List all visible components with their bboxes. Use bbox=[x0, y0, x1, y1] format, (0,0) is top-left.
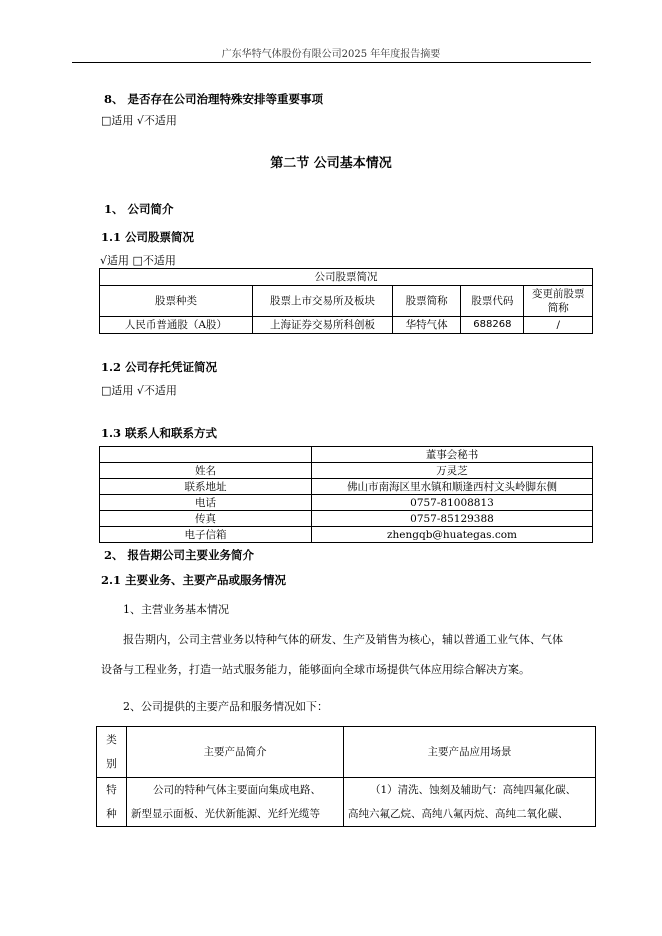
stock-table-caption: 公司股票简况 bbox=[100, 269, 593, 286]
stock-header-code: 股票代码 bbox=[461, 286, 524, 317]
contact-header: 董事会秘书 bbox=[312, 447, 593, 463]
product-scene-cell bbox=[344, 778, 596, 827]
stock-header-type: 股票种类 bbox=[100, 286, 253, 317]
contact-label: 电子信箱 bbox=[100, 527, 312, 543]
section-title: 第二节 公司基本情况 bbox=[270, 156, 392, 171]
product-header-type-line1: 类 bbox=[106, 734, 117, 746]
product-table bbox=[96, 726, 596, 827]
product-type-cell bbox=[97, 778, 127, 827]
stock-cell-type: 人民币普通股（A股） bbox=[100, 317, 253, 334]
sub2-title: 2、公司提供的主要产品和服务情况如下： bbox=[123, 700, 328, 713]
contact-value: 0757-81008813 bbox=[312, 495, 593, 511]
product-header-type bbox=[97, 727, 127, 778]
product-type-line2: 种 bbox=[106, 808, 117, 820]
stock-cell-code: 688268 bbox=[461, 317, 524, 334]
stock-header-short-name: 股票简称 bbox=[392, 286, 460, 317]
s11-options: √适用 □不适用 bbox=[100, 254, 176, 267]
contact-value: zhengqb@huategas.com bbox=[312, 527, 593, 543]
contact-table bbox=[99, 446, 593, 543]
s1-title: 1、 公司简介 bbox=[104, 202, 174, 216]
s11-title: 1.1 公司股票简况 bbox=[101, 230, 195, 244]
product-intro-line2: 新型显示面板、光伏新能源、光纤光缆等 bbox=[131, 808, 320, 820]
product-intro-line1: 公司的特种气体主要面向集成电路、 bbox=[153, 784, 321, 796]
s13-title: 1.3 联系人和联系方式 bbox=[101, 426, 218, 440]
s12-title: 1.2 公司存托凭证简况 bbox=[101, 360, 218, 374]
contact-label: 联系地址 bbox=[100, 479, 312, 495]
stock-cell-prev-name: / bbox=[524, 317, 593, 334]
stock-cell-short-name: 华特气体 bbox=[392, 317, 460, 334]
stock-header-exchange: 股票上市交易所及板块 bbox=[252, 286, 392, 317]
contact-header-blank bbox=[100, 447, 312, 463]
contact-value: 佛山市南海区里水镇和顺逢西村文头岭脚东侧 bbox=[312, 479, 593, 495]
contact-label: 传真 bbox=[100, 511, 312, 527]
item8-title: 8、 是否存在公司治理特殊安排等重要事项 bbox=[104, 92, 324, 106]
product-intro-cell bbox=[127, 778, 344, 827]
s2-title: 2、 报告期公司主要业务简介 bbox=[104, 548, 255, 562]
sub1-title: 1、主营业务基本情况 bbox=[123, 603, 229, 616]
contact-value: 0757-85129388 bbox=[312, 511, 593, 527]
product-type-line1: 特 bbox=[106, 784, 117, 796]
page-header: 广东华特气体股份有限公司2025 年年度报告摘要 bbox=[221, 49, 441, 60]
product-scene-line1: （1）清洗、蚀刻及辅助气：高纯四氟化碳、 bbox=[370, 784, 577, 796]
stock-cell-exchange: 上海证券交易所科创板 bbox=[252, 317, 392, 334]
s21-title: 2.1 主要业务、主要产品或服务情况 bbox=[101, 573, 287, 587]
para1-line1: 报告期内，公司主营业务以特种气体的研发、生产及销售为核心，辅以普通工业气体、气体 bbox=[123, 633, 563, 646]
contact-value: 万灵芝 bbox=[312, 463, 593, 479]
item8-options: □适用 √不适用 bbox=[101, 114, 177, 127]
header-divider bbox=[72, 62, 591, 63]
product-header-intro: 主要产品简介 bbox=[127, 727, 344, 778]
stock-header-prev-name: 变更前股票简称 bbox=[524, 286, 593, 317]
product-header-scene: 主要产品应用场景 bbox=[344, 727, 596, 778]
stock-table bbox=[99, 268, 593, 334]
contact-label: 电话 bbox=[100, 495, 312, 511]
para1-line2: 设备与工程业务，打造一站式服务能力，能够面向全球市场提供气体应用综合解决方案。 bbox=[101, 663, 530, 676]
s12-options: □适用 √不适用 bbox=[101, 384, 177, 397]
product-header-type-line2: 别 bbox=[106, 758, 117, 770]
contact-label: 姓名 bbox=[100, 463, 312, 479]
product-scene-line2: 高纯六氟乙烷、高纯八氟丙烷、高纯二氧化碳、 bbox=[348, 808, 569, 820]
